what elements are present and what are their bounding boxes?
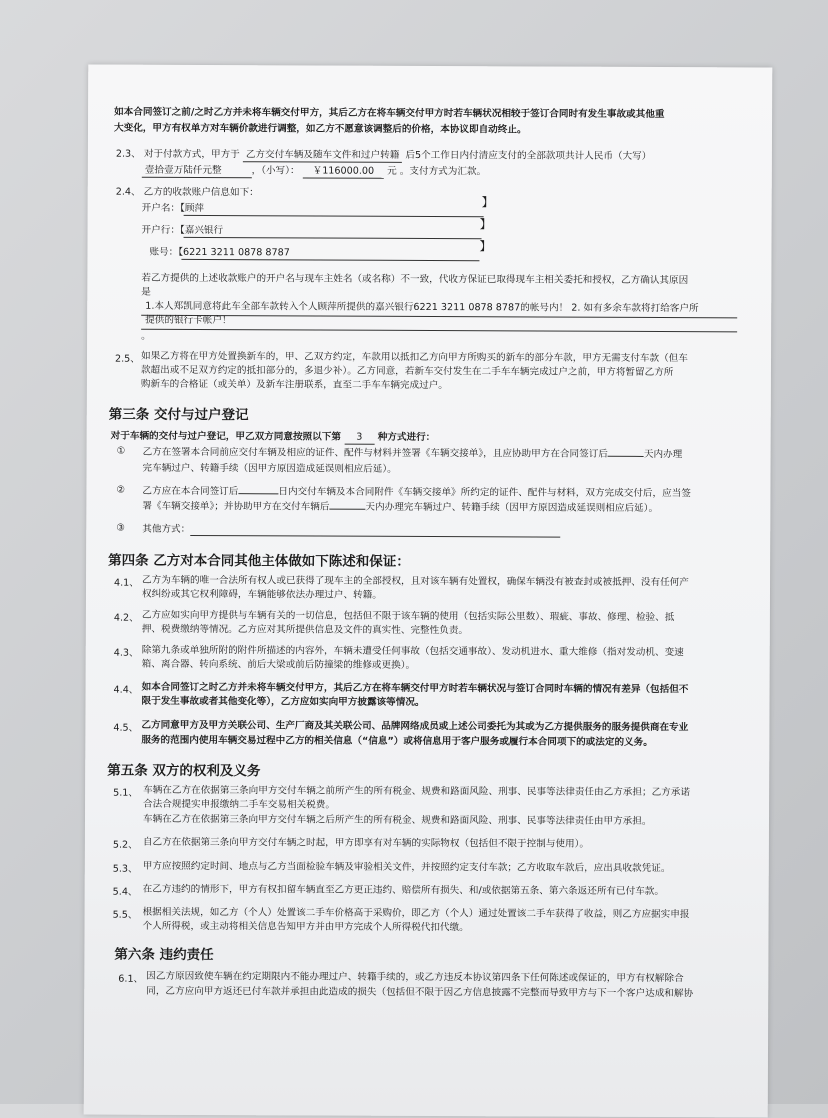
account-bank-underline bbox=[184, 237, 482, 239]
clause-text: 元 。支付方式为汇款。 bbox=[387, 165, 487, 178]
clause-text: 乙方的收款账户信息如下： bbox=[143, 186, 259, 199]
option-2-text: 乙方应在本合同签订后 bbox=[142, 485, 239, 498]
article-5-heading: 第五条 双方的权利及义务 bbox=[107, 762, 261, 780]
clause-4-2-line-1: 乙方应如实向甲方提供与车辆有关的一切信息，包括但不限于该车辆的使用（包括实际公里数）、瑕疵、事故、修理、检验、抵 bbox=[141, 609, 675, 624]
clause-number: 4.2、 bbox=[113, 612, 139, 624]
clause-4-4-line-1: 如本合同签订之时乙方并未将车辆交付甲方，其后乙方在将车辆交付甲方时若车辆状况与签订合同时车辆的情况有差异（包括但不 bbox=[141, 681, 689, 696]
clause-number: 2.5、 bbox=[114, 353, 140, 365]
article-4-heading: 第四条 乙方对本合同其他主体做如下陈述和保证： bbox=[108, 552, 410, 570]
clause-number: 5.4、 bbox=[112, 886, 138, 898]
article-3-lead-text: 对于车辆的交付与过户登记，甲乙双方同意按照以下第 bbox=[110, 430, 341, 443]
account-number-underline bbox=[181, 259, 479, 261]
clause-5-1-line-3: 车辆在乙方在依据第三条向甲方交付车辆之后所产生的所有税金、规费和路面风险、刑事、民事等法律责任由甲方承担。 bbox=[142, 813, 652, 827]
fill-blank bbox=[608, 456, 644, 457]
option-2-marker: ② bbox=[116, 484, 126, 496]
article-6-heading: 第六条 违约责任 bbox=[114, 946, 214, 964]
account-reason-underline-2 bbox=[141, 329, 737, 333]
clause-2-5-line-2: 款超出或不足双方约定的抵扣部分的，多退少补）。乙方同意，若新车交付发生在二手车车辆完成过户之前，甲方将暂留乙方所 bbox=[140, 364, 674, 379]
option-3-line: 其他方式： bbox=[142, 523, 191, 535]
option-1-text: 天内办理 bbox=[643, 448, 683, 461]
clause-4-4-line-2: 限于发生事故或者其他变化等），乙方应如实向甲方披露该等情况。 bbox=[141, 695, 425, 708]
article-3-lead-text: 种方式进行： bbox=[377, 431, 436, 444]
clause-number: 5.2、 bbox=[112, 839, 138, 851]
account-bank-label: 开户行：【 bbox=[141, 224, 185, 236]
option-1-text: 乙方在签署本合同前应交付车辆及相应的证件、配件与材料并签署《车辆交接单》，且应协助甲方在合同签订后 bbox=[142, 446, 608, 460]
option-1-line-2: 完车辆过户、转籍手续（因甲方原因造成延误则相应后延）。 bbox=[142, 462, 397, 475]
clause-4-3-line-1: 除第九条或单独所附的附件所描述的内容外，车辆未遭受任何事故（包括交通事故）、发动机进水、重大维修（指对发动机、变速 bbox=[141, 644, 684, 659]
clause-number: 4.4、 bbox=[113, 684, 139, 696]
clause-number: 4.1、 bbox=[114, 577, 139, 589]
clause-number: 5.3、 bbox=[112, 863, 138, 875]
clause-2-3-line-2 bbox=[142, 165, 486, 180]
option-2-text: 天内办理完车辆过户、转籍手续（因甲方原因造成延误则相应后延）。 bbox=[365, 501, 659, 515]
clause-4-3-line-2: 箱、离合器、转向系统、前后大梁或前后防撞梁的维修或更换）。 bbox=[141, 658, 416, 671]
account-reason-line-2: 提供的银行卡帐户！ bbox=[145, 314, 232, 327]
account-note-line-1: 若乙方提供的上述收款账户的开户名与现车主姓名（或名称）不一致，代收方保证已取得现车主相关委托和授权，乙方确认其原因 bbox=[141, 272, 689, 287]
account-note-line-2: 是 bbox=[141, 286, 151, 298]
clause-number: 5.1、 bbox=[113, 787, 138, 799]
clause-4-2-line-2: 押、税费缴纳等情况。乙方应对其所提供信息及文件的真实性、完整性负责。 bbox=[141, 623, 469, 637]
clause-5-1-line-1: 车辆在乙方在依据第三条向甲方交付车辆之前所产生的所有税金、规费和路面风险、刑事、民事等法律责任由乙方承担；乙方承诺 bbox=[143, 784, 690, 799]
account-name-value: 顾萍 bbox=[184, 202, 205, 215]
account-reason-end: 。 bbox=[141, 330, 151, 342]
option-2-line-2 bbox=[142, 501, 658, 515]
account-name-label: 开户名：【 bbox=[141, 202, 185, 214]
clause-number: 6.1、 bbox=[118, 973, 144, 985]
clause-number: 4.5、 bbox=[113, 722, 139, 734]
contract-page bbox=[84, 65, 773, 1118]
clause-5-2-line-1: 自乙方在依据第三条向甲方交付车辆之时起，甲方即享有对车辆的实际物权（包括但不限于控制与使用）。 bbox=[142, 836, 590, 850]
clause-4-1-line-1: 乙方为车辆的唯一合法所有权人或已获得了现车主的全部授权，且对该车辆有处置权，确保车辆没有被查封或被抵押、没有任何产 bbox=[142, 574, 689, 589]
option-2-line-1 bbox=[142, 486, 691, 500]
article-3-lead bbox=[111, 431, 436, 445]
article-3-heading: 第三条 交付与过户登记 bbox=[108, 406, 249, 424]
account-reason-line-1: 1.本人郑凯同意将此车全部车款转入个人顾萍所提供的嘉兴银行6221 3211 0878 8787的帐号内！ 2. 如有多余车款将打给客户所 bbox=[145, 300, 699, 315]
clause-number: 2.4、 bbox=[115, 186, 141, 198]
fill-amount-number: ￥116000.00 bbox=[303, 165, 385, 178]
account-number-label: 账号：【 bbox=[149, 246, 184, 258]
clause-number: 5.5、 bbox=[112, 909, 138, 921]
clause-text: ，（小写）： bbox=[251, 165, 300, 177]
clause-5-1-line-2: 合法合规提实申报缴纳二手车交易相关税费。 bbox=[143, 798, 335, 811]
account-name-row bbox=[142, 203, 204, 215]
option-2-text: 署《车辆交接单》；并协助甲方在交付车辆后 bbox=[142, 500, 330, 513]
account-number-value: 6221 3211 0878 8787 bbox=[183, 246, 290, 259]
clause-5-4-line-1: 在乙方违约的情形下，甲方有权扣留车辆直至乙方更正违约、赔偿所有损失、和/或依据第五条、第六条返还所有已付车款。 bbox=[142, 883, 665, 898]
account-bank-value: 嘉兴银行 bbox=[184, 224, 224, 237]
clause-5-5-line-2: 个人所得税，或主动将相关信息告知甲方并由甲方完成个人所得税代扣代缴。 bbox=[142, 920, 469, 934]
option-3-underline bbox=[190, 535, 560, 538]
option-1-marker: ① bbox=[116, 445, 126, 457]
clause-2-5-line-1: 如果乙方将在甲方处置换新车的，甲、乙双方约定，车款用以抵扣乙方向甲方所购买的新车的部分车款，甲方无需支付车款（但车 bbox=[140, 350, 688, 365]
account-number-bracket: 】 bbox=[479, 239, 492, 254]
account-number-row bbox=[149, 247, 289, 260]
account-name-bracket: 】 bbox=[481, 195, 494, 210]
clause-6-1-line-2: 同，乙方应向甲方返还已付车款并承担由此造成的损失（包括但不限于因乙方信息披露不完整而导致甲方与下一个客户达成和解协 bbox=[146, 985, 694, 1000]
fill-blank bbox=[238, 493, 278, 494]
clause-4-5-line-2: 服务的范围内使用车辆交易过程中乙方的相关信息（“信息”）或将信息用于客户服务或履行本合同项下的或法定的义务。 bbox=[141, 734, 653, 748]
fill-blank bbox=[329, 509, 365, 510]
option-2-text: 日内交付车辆及本合同附件《车辆交接单》所约定的证件、配件与材料，双方完成交付后，应当签 bbox=[278, 486, 691, 500]
fill-payment-condition: 乙方交付车辆及随车文件和过户转籍 bbox=[243, 149, 403, 163]
clause-4-5-line-1: 乙方同意甲方及甲方关联公司、生产厂商及其关联公司、品牌网络成员或上述公司委托为其或为乙方提供服务的服务提供商在专业 bbox=[141, 719, 689, 734]
clause-text: 对于付款方式，甲方于 bbox=[143, 148, 240, 161]
option-3-marker: ③ bbox=[116, 522, 125, 534]
account-bank-bracket: 】 bbox=[479, 217, 492, 232]
clause-2-3-line-1 bbox=[116, 149, 651, 164]
clause-6-1-line-1: 因乙方原因致使车辆在约定期限内不能办理过户、转籍手续的，或乙方违反本协议第四条下任何陈述或保证的，甲方有权解除合 bbox=[146, 970, 684, 985]
clause-2-5-line-3: 购新车的合格证（或关单）及新车注册联系，直至二手车车辆完成过户。 bbox=[140, 378, 448, 392]
account-name-underline bbox=[184, 215, 484, 217]
intro-line-2: 大变化，甲方有权单方对车辆价款进行调整，如乙方不愿意该调整后的价格，本协议即自动终止。 bbox=[113, 122, 527, 136]
clause-5-3-line-1: 甲方应按照约定时间、地点与乙方当面检验车辆及审验相关文件，并按照约定支付车款；乙方收取车款后，应出具收款凭证。 bbox=[142, 860, 671, 875]
fill-method-number: 3 bbox=[344, 432, 374, 445]
clause-5-5-line-1: 根据相关法规，如乙方（个人）处置该二手车价格高于采购价，即乙方（个人）通过处置该二手车获得了收益，则乙方应据实申报 bbox=[142, 906, 690, 921]
option-1-line-1 bbox=[143, 447, 683, 461]
intro-line-1: 如本合同签订之前/之时乙方并未将车辆交付甲方，其后乙方在将车辆交付甲方时若车辆状况相较于签订合同时有发生事故或其他重 bbox=[114, 106, 665, 121]
account-bank-row bbox=[142, 225, 224, 237]
fill-amount-words: 壹拾壹万陆仟元整 bbox=[142, 165, 252, 178]
clause-4-1-line-2: 权纠纷或其它权利障碍，车辆能够依法办理过户、转籍。 bbox=[141, 588, 382, 601]
clause-number: 2.3、 bbox=[115, 148, 141, 160]
clause-2-4-title bbox=[116, 187, 259, 200]
clause-text: 后5个工作日内付清应支付的全部款项共计人民币（大写） bbox=[405, 149, 652, 162]
clause-number: 4.3、 bbox=[113, 647, 139, 659]
